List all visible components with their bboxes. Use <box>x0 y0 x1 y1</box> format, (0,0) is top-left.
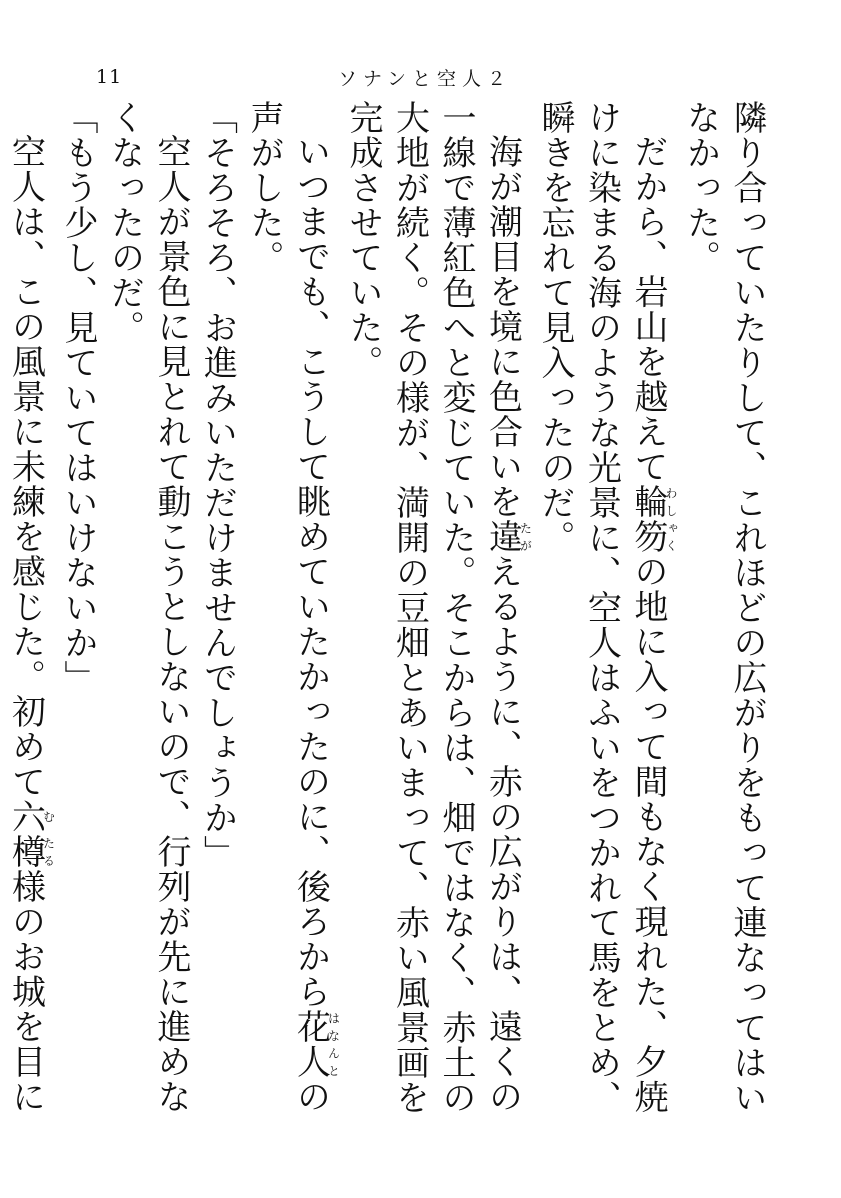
text-run: の地に入って間もなく現れた、夕焼けに染まる海のような光景に、空人はふいをつかれて馬をとめ、瞬きを忘れて見入ったのだ。 <box>535 100 668 1115</box>
paragraph-4 <box>241 100 340 1140</box>
text-run: 海が潮目を境に色合いを <box>482 134 523 519</box>
text-run: 空人が景色に見とれて動こうとしないので、行列が先に進めなくなったのだ。 <box>104 100 191 1114</box>
paragraph-5-dialogue <box>194 100 241 1140</box>
running-title: ソナンと空人２ <box>338 68 513 90</box>
ruby-reading: たが <box>518 519 533 554</box>
paragraph-2 <box>532 100 678 1140</box>
ruby-base: 違 <box>482 519 523 554</box>
ruby-wasshaku <box>628 484 678 554</box>
text-run: いつまでも、こうして眺めていたかったのに、後ろから <box>290 134 331 1009</box>
paragraph-1 <box>677 100 770 1140</box>
ruby-hanando <box>290 1009 341 1079</box>
ruby-base: 花人 <box>290 1009 331 1079</box>
ruby-reading: はなんと <box>326 1009 341 1079</box>
ruby-base: 輪笏 <box>628 484 668 554</box>
text-run: だから、岩山を越えて <box>628 134 668 484</box>
ruby-reading: わしゃく <box>664 484 678 554</box>
ruby-base: 六 <box>5 799 46 834</box>
text-run: 「もう少し、見ていてはいけないか」 <box>58 100 98 695</box>
paragraph-7-dialogue <box>55 100 102 1140</box>
ruby-base: 樽 <box>5 834 46 869</box>
text-run: えるように、赤の広がりは、遠くの一線で薄紅色へと変じていた。そこからは、畑ではなく、赤土の大地が続く。その様が、満開の豆畑とあいまって、赤い風景画を完成させていた。 <box>343 100 523 1115</box>
ruby-taru <box>5 834 56 869</box>
text-run: の声がした。 <box>244 100 331 1114</box>
page-number: 11 <box>96 66 123 88</box>
paragraph-8 <box>0 100 55 1140</box>
ruby-reading: む <box>41 799 56 834</box>
paragraph-3 <box>340 100 532 1140</box>
text-run: 「そろそろ、お進みいただけませんでしょうか」 <box>197 100 238 870</box>
ruby-mu <box>5 799 56 834</box>
ruby-reading: たる <box>41 834 56 869</box>
ruby-taga <box>482 519 533 554</box>
text-run: 隣り合っていたりして、これほどの広がりをもって連なってはいなかった。 <box>680 100 767 1115</box>
text-run: 空人は、この風景に未練を感じた。初めて <box>5 134 46 799</box>
vertical-body-text <box>5 100 770 1140</box>
text-run: 様のお城を目に <box>5 869 46 1114</box>
paragraph-6 <box>101 100 194 1140</box>
